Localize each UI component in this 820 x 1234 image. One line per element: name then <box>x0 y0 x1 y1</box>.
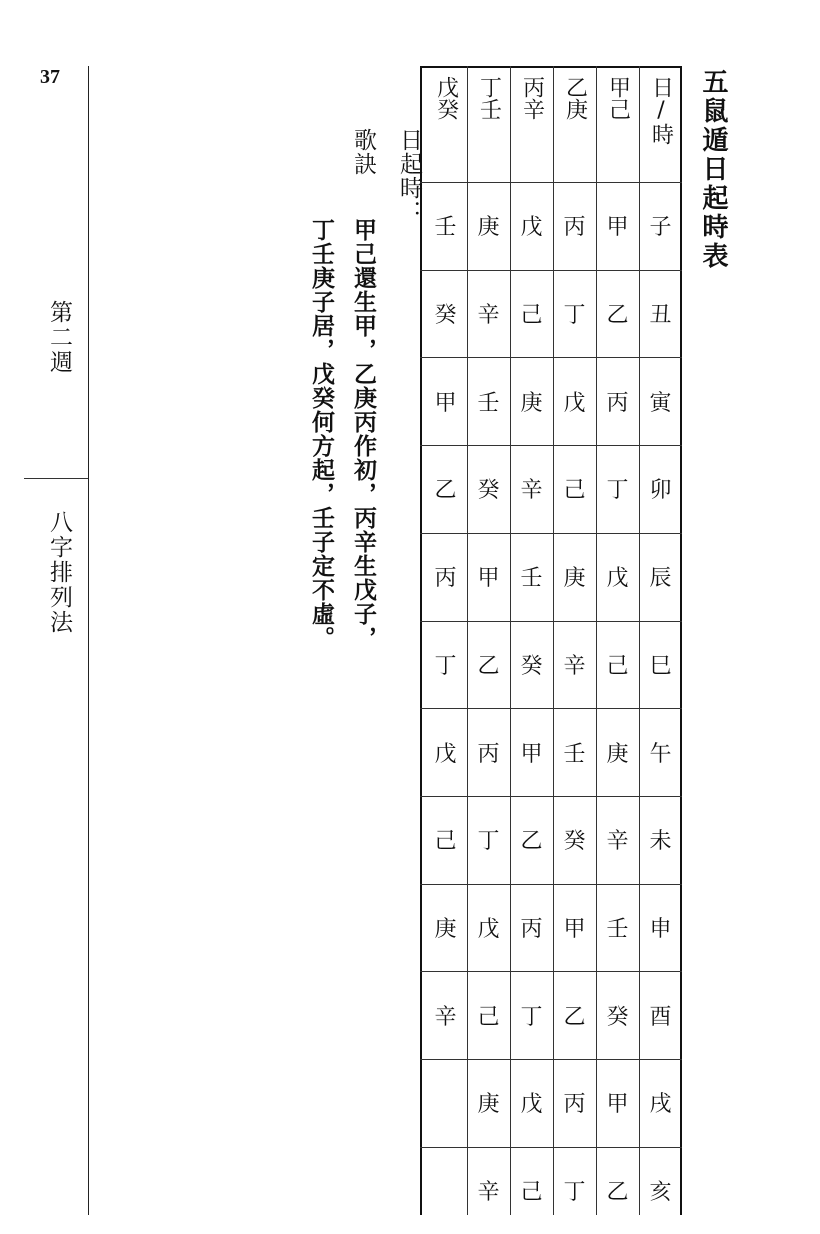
hour-label: 丑 <box>649 303 672 329</box>
day-group-header <box>596 66 639 182</box>
stem-cell: 壬 <box>606 916 629 942</box>
stem-cell: 甲 <box>563 916 586 942</box>
table-frame-left <box>420 66 422 1215</box>
day-start-label: 日起時： <box>396 128 422 224</box>
day-group-text: 丁壬 <box>476 76 502 120</box>
day-hour-table <box>420 66 682 1215</box>
stem-cell: 丁 <box>520 1004 543 1030</box>
day-group-text: 甲己 <box>605 76 631 120</box>
stem-cell: 庚 <box>606 741 629 767</box>
stem-cell: 甲 <box>606 1092 629 1118</box>
table-title: 五鼠遁日起時表 <box>698 68 728 271</box>
stem-cell: 乙 <box>563 1004 586 1030</box>
stem-cell: 甲 <box>606 215 629 241</box>
day-group-header <box>467 66 510 182</box>
stem-cell: 戊 <box>520 1092 543 1118</box>
table-corner-header <box>639 66 682 182</box>
stem-cell: 庚 <box>434 916 457 942</box>
stem-cell: 壬 <box>477 390 500 416</box>
stem-cell: 甲 <box>520 741 543 767</box>
day-group-header <box>510 66 553 182</box>
stem-cell: 乙 <box>477 653 500 679</box>
margin-rule <box>88 66 89 1215</box>
stem-cell: 丙 <box>520 916 543 942</box>
hour-label: 亥 <box>649 1180 672 1206</box>
stem-cell: 庚 <box>477 1092 500 1118</box>
hour-label: 酉 <box>649 1004 672 1030</box>
stem-cell: 戊 <box>477 916 500 942</box>
stem-cell: 乙 <box>606 1180 629 1206</box>
stem-cell: 壬 <box>520 566 543 592</box>
hour-label: 辰 <box>649 566 672 592</box>
hour-label: 卯 <box>649 478 672 504</box>
hour-label: 巳 <box>649 653 672 679</box>
stem-cell: 戊 <box>606 566 629 592</box>
stem-cell: 己 <box>434 829 457 855</box>
margin-divider <box>24 478 88 479</box>
day-group-text: 丙辛 <box>519 76 545 120</box>
section-label: 八字排列法 <box>46 510 72 635</box>
stem-cell: 癸 <box>434 303 457 329</box>
stem-cell: 辛 <box>477 303 500 329</box>
stem-cell: 丁 <box>563 303 586 329</box>
stem-cell: 辛 <box>563 653 586 679</box>
stem-cell: 庚 <box>477 215 500 241</box>
stem-cell: 己 <box>606 653 629 679</box>
hour-label: 午 <box>649 741 672 767</box>
stem-cell: 丁 <box>477 829 500 855</box>
hour-label: 申 <box>649 916 672 942</box>
stem-cell: 己 <box>520 1180 543 1206</box>
corner-header-text: 日/時 <box>648 76 674 145</box>
day-group-header <box>424 66 467 182</box>
stem-cell: 甲 <box>434 390 457 416</box>
stem-cell: 辛 <box>434 1004 457 1030</box>
stem-cell: 壬 <box>434 215 457 241</box>
stem-cell: 壬 <box>563 741 586 767</box>
stem-cell: 丁 <box>563 1180 586 1206</box>
stem-cell <box>424 1147 467 1234</box>
stem-cell: 辛 <box>477 1180 500 1206</box>
stem-cell: 辛 <box>606 829 629 855</box>
stem-cell <box>424 1059 467 1147</box>
stem-cell: 丁 <box>606 478 629 504</box>
stem-cell: 戊 <box>563 390 586 416</box>
day-group-text: 乙庚 <box>562 76 588 120</box>
stem-cell: 丙 <box>434 566 457 592</box>
stem-cell: 戊 <box>520 215 543 241</box>
hour-label: 子 <box>649 215 672 241</box>
stem-cell: 丙 <box>606 390 629 416</box>
stem-cell: 乙 <box>520 829 543 855</box>
stem-cell: 辛 <box>520 478 543 504</box>
hour-label: 寅 <box>649 390 672 416</box>
stem-cell: 戊 <box>434 741 457 767</box>
page-number: 37 <box>40 66 60 88</box>
stem-cell: 己 <box>563 478 586 504</box>
stem-cell: 丙 <box>563 1092 586 1118</box>
stem-cell: 癸 <box>477 478 500 504</box>
stem-cell: 庚 <box>520 390 543 416</box>
stem-cell: 乙 <box>434 478 457 504</box>
verse-line-2: 丁壬庚子居，戊癸何方起，壬子定不虛。 <box>308 218 334 650</box>
hour-label: 未 <box>649 829 672 855</box>
stem-cell: 丙 <box>477 741 500 767</box>
stem-cell: 丙 <box>563 215 586 241</box>
verse-line-1: 甲己還生甲，乙庚丙作初，丙辛生戊子， <box>350 218 376 650</box>
stem-cell: 庚 <box>563 566 586 592</box>
stem-cell: 癸 <box>563 829 586 855</box>
stem-cell: 己 <box>477 1004 500 1030</box>
day-group-text: 戊癸 <box>433 76 459 120</box>
day-group-header <box>553 66 596 182</box>
stem-cell: 癸 <box>520 653 543 679</box>
stem-cell: 癸 <box>606 1004 629 1030</box>
verse-label: 歌訣 <box>350 128 376 176</box>
stem-cell: 乙 <box>606 303 629 329</box>
stem-cell: 丁 <box>434 653 457 679</box>
stem-cell: 己 <box>520 303 543 329</box>
stem-cell: 甲 <box>477 566 500 592</box>
chapter-label: 第二週 <box>46 300 72 375</box>
hour-label: 戌 <box>649 1092 672 1118</box>
